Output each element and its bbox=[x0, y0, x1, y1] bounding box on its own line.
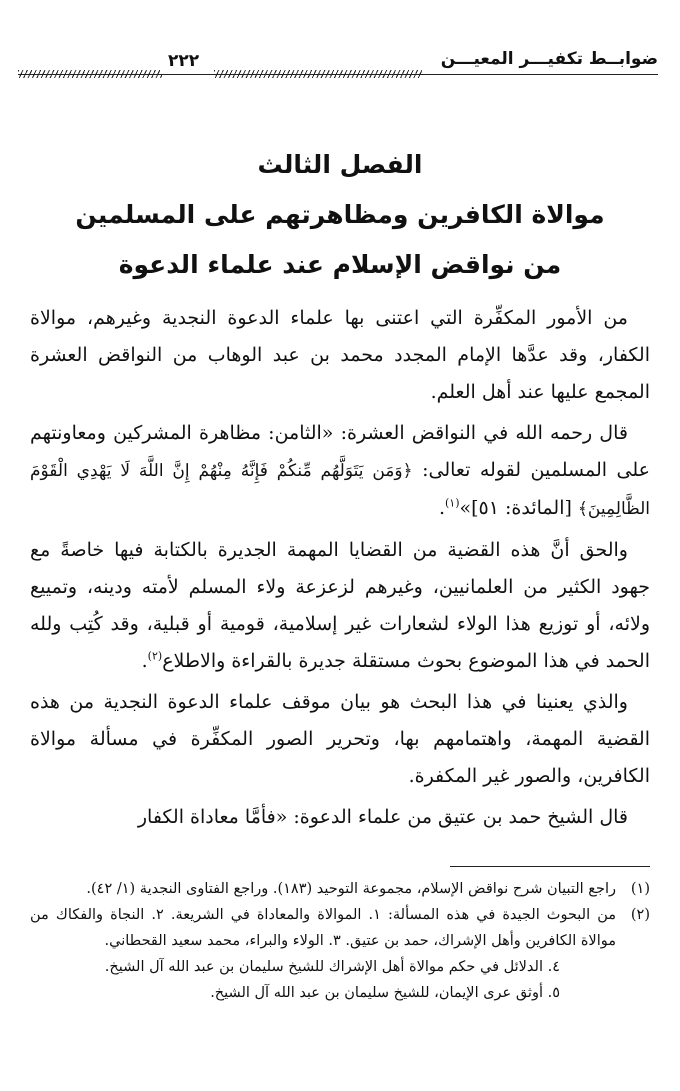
header-rule bbox=[18, 74, 658, 75]
chapter-headings bbox=[30, 140, 650, 290]
chapter-subtitle-2: من نواقض الإسلام عند علماء الدعوة bbox=[118, 250, 562, 279]
paragraph bbox=[30, 415, 650, 528]
page-number: ٢٢٢ bbox=[168, 51, 200, 71]
footnote-marker[interactable]: (٢) bbox=[147, 649, 163, 663]
chapter-subtitle: موالاة الكافرين ومظاهرتهم على المسلمين bbox=[75, 200, 605, 229]
paragraph: والذي يعنينا في هذا البحث هو بيان موقف علماء الدعوة النجدية من هذه القضية المهمة، واهتمامهم بها، وتحرير الصور المكفِّرة في مسألة موالاة الكافرين، والصور غير المكفرة. bbox=[30, 691, 650, 787]
footnote-marker[interactable]: (١) bbox=[444, 496, 460, 510]
chapter-title: الفصل الثالث bbox=[257, 150, 423, 179]
footnote-number: (١) bbox=[630, 881, 650, 897]
paragraph-end: . bbox=[438, 497, 445, 519]
footnotes bbox=[30, 876, 650, 1006]
quran-verse: ﴿وَمَن يَتَوَلَّهُم مِّنكُمْ فَإِنَّهُ مِنْهُمْ إِنَّ اللَّهَ لَا يَهْدِي الْقَوْمَ الظَّالِمِينَ﴾ bbox=[30, 461, 650, 519]
paragraph: من الأمور المكفِّرة التي اعتنى بها علماء الدعوة النجدية وغيرهم، موالاة الكفار، وقد عدَّها الإمام المجدد محمد بن عبد الوهاب من النواقض العشرة المجمع عليها عند أهل العلم. bbox=[30, 307, 650, 403]
header-title: ضوابــط تكفيـــر المعيـــن bbox=[440, 49, 658, 69]
paragraph bbox=[30, 532, 650, 680]
footnote bbox=[30, 876, 650, 902]
paragraph-end: . bbox=[141, 650, 148, 672]
running-header bbox=[18, 48, 658, 78]
footnote-number: (٢) bbox=[630, 907, 650, 923]
footnote-rule bbox=[450, 866, 650, 867]
verse-reference: [المائدة: ٥١]» bbox=[459, 497, 578, 519]
paragraph-text: قال رحمه الله في النواقض العشرة: «الثامن: مظاهرة المشركين ومعاونتهم على المسلمين لقوله تعالى: bbox=[30, 422, 650, 481]
footnote-text: من البحوث الجيدة في هذه المسألة: ١. الموالاة والمعاداة في الشريعة. ٢. النجاة والفكاك من موالاة الكافرين وأهل الإشراك، حمد بن عتيق. ٣. الولاء والبراء، محمد سعيد القحطاني. bbox=[30, 907, 616, 949]
main-text bbox=[30, 300, 650, 840]
footnote-subitem: ٥. أوثق عرى الإيمان، للشيخ سليمان بن عبد الله آل الشيخ. bbox=[210, 985, 560, 1001]
footnote-subitem: ٤. الدلائل في حكم موالاة أهل الإشراك للشيخ سليمان بن عبد الله آل الشيخ. bbox=[104, 959, 560, 975]
footnote bbox=[30, 902, 650, 954]
footnote-text: راجع التبيان شرح نواقض الإسلام، مجموعة التوحيد (١٨٣). وراجع الفتاوى النجدية (١/ ٤٢). bbox=[86, 881, 616, 897]
paragraph: قال الشيخ حمد بن عتيق من علماء الدعوة: «فأمَّا معاداة الكفار bbox=[137, 806, 628, 828]
paragraph-text: والحق أنَّ هذه القضية من القضايا المهمة الجديرة بالكتابة فيها خاصةً مع جهود الكثير من العلمانيين، وغيرهم لزعزعة ولاء المسلم لأمته ودينه، وتمييع ولائه، أو توزيع هذا الولاء لشعارات غير إسلامية، قومية أو قبلية، وقد كُتِب ولله الحمد في هذا الموضوع بحوث مستقلة جديرة بالقراءة والاطلاع bbox=[30, 539, 650, 672]
